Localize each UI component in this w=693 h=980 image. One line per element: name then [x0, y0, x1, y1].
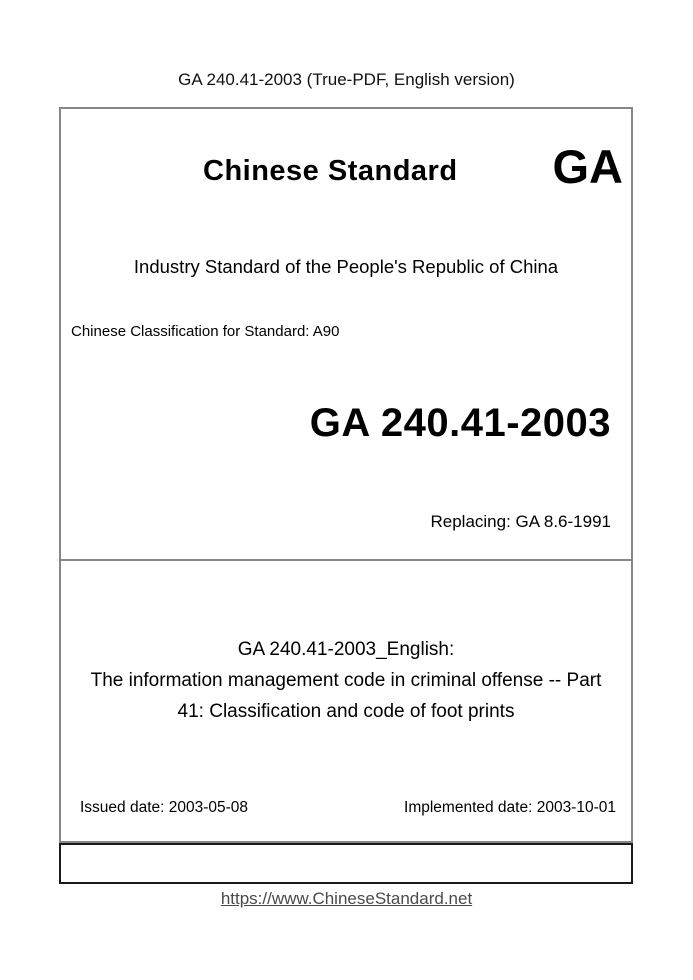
description-line-3: 41: Classification and code of foot prints	[177, 701, 515, 722]
site-link-row	[0, 889, 693, 909]
issued-date: Issued date: 2003-05-08	[80, 799, 249, 816]
ga-logo: GA	[552, 140, 623, 193]
brand-title: Chinese Standard	[203, 155, 458, 187]
empty-footer-box	[59, 843, 633, 884]
cover-bottom-section	[61, 561, 631, 841]
replacing-note: Replacing: GA 8.6-1991	[430, 512, 611, 531]
cover-main-box	[59, 107, 633, 843]
description-line-1: GA 240.41-2003_English:	[237, 639, 455, 660]
standard-number: GA 240.41-2003	[309, 401, 611, 445]
cover-top-section	[61, 109, 631, 561]
document-header-line: GA 240.41-2003 (True-PDF, English version)	[178, 70, 515, 89]
industry-standard-subtitle: Industry Standard of the People's Republic of China	[133, 256, 559, 277]
standard-description	[61, 634, 631, 727]
implemented-date: Implemented date: 2003-10-01	[404, 799, 616, 816]
dates-row	[80, 799, 616, 817]
description-line-2: The information management code in criminal offense -- Part	[90, 670, 602, 691]
classification-code: Chinese Classification for Standard: A90	[71, 323, 340, 340]
chinesestandard-link[interactable]: https://www.ChineseStandard.net	[220, 889, 473, 908]
